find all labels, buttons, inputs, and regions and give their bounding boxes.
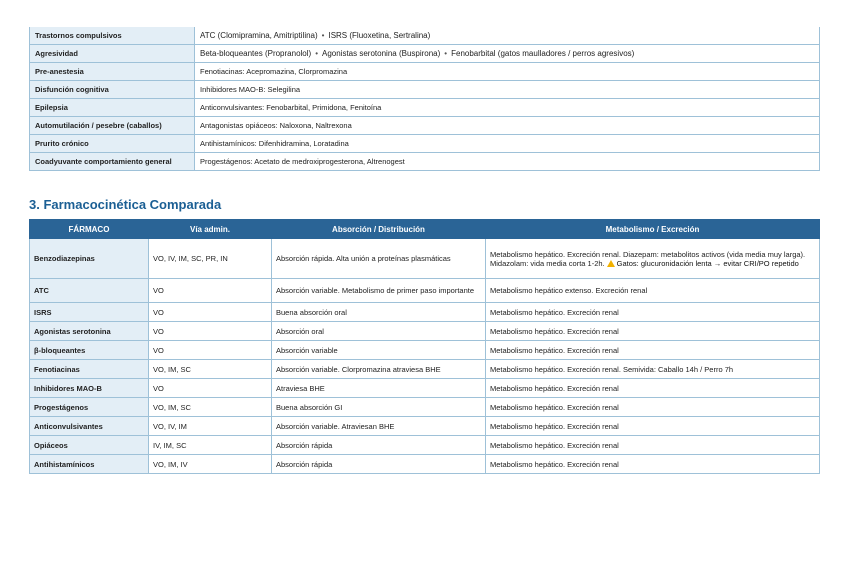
table-row bbox=[30, 455, 820, 474]
absorption: Absorción rápida bbox=[272, 436, 486, 455]
table-row bbox=[30, 153, 820, 171]
route: VO bbox=[149, 303, 272, 322]
indication-value: Beta-bloqueantes (Propranolol) • Agonistas serotonina (Buspirona) • Fenobarbital (gatos maulladores / perros agresivos) bbox=[195, 45, 820, 63]
absorption: Absorción variable. Metabolismo de primer paso importante bbox=[272, 279, 486, 303]
table-row bbox=[30, 81, 820, 99]
table-row bbox=[30, 379, 820, 398]
indication-label: Coadyuvante comportamiento general bbox=[30, 153, 195, 171]
absorption: Absorción variable. Atraviesan BHE bbox=[272, 417, 486, 436]
table-row bbox=[30, 436, 820, 455]
route: VO, IV, IM bbox=[149, 417, 272, 436]
drug-name: Agonistas serotonina bbox=[30, 322, 149, 341]
metabolism: Metabolismo hepático. Excreción renal. Semivida: Caballo 14h / Perro 7h bbox=[486, 360, 820, 379]
table-row bbox=[30, 303, 820, 322]
indication-value: Antihistamínicos: Difenhidramina, Loratadina bbox=[195, 135, 820, 153]
indication-value: Fenotiacinas: Acepromazina, Clorpromazina bbox=[195, 63, 820, 81]
metabolism: Metabolismo hepático. Excreción renal bbox=[486, 341, 820, 360]
header-drug: FÁRMACO bbox=[30, 220, 149, 239]
indication-value: Progestágenos: Acetato de medroxiprogesterona, Altrenogest bbox=[195, 153, 820, 171]
metabolism: Metabolismo hepático. Excreción renal bbox=[486, 436, 820, 455]
drug-name: Progestágenos bbox=[30, 398, 149, 417]
absorption: Absorción rápida. Alta unión a proteínas plasmáticas bbox=[272, 239, 486, 279]
table-header-row bbox=[30, 220, 820, 239]
drug-name: β-bloqueantes bbox=[30, 341, 149, 360]
table-row bbox=[30, 341, 820, 360]
document-page bbox=[29, 27, 820, 469]
metabolism: Metabolismo hepático. Excreción renal bbox=[486, 322, 820, 341]
section-title: 3. Farmacocinética Comparada bbox=[29, 197, 222, 212]
indication-label: Disfunción cognitiva bbox=[30, 81, 195, 99]
drug-name: Fenotiacinas bbox=[30, 360, 149, 379]
route: VO bbox=[149, 379, 272, 398]
absorption: Buena absorción GI bbox=[272, 398, 486, 417]
indication-value: Inhibidores MAO-B: Selegilina bbox=[195, 81, 820, 99]
table-row bbox=[30, 322, 820, 341]
indication-label: Epilepsia bbox=[30, 99, 195, 117]
metabolism: Metabolismo hepático. Excreción renal bbox=[486, 417, 820, 436]
table-row bbox=[30, 63, 820, 81]
table-row bbox=[30, 135, 820, 153]
absorption: Absorción oral bbox=[272, 322, 486, 341]
metabolism: Metabolismo hepático. Excreción renal bbox=[486, 379, 820, 398]
header-absorption: Absorción / Distribución bbox=[272, 220, 486, 239]
absorption: Absorción variable. Clorpromazina atraviesa BHE bbox=[272, 360, 486, 379]
drug-name: Antihistamínicos bbox=[30, 455, 149, 474]
table-row bbox=[30, 239, 820, 279]
metabolism: Metabolismo hepático. Excreción renal bbox=[486, 303, 820, 322]
table-row bbox=[30, 99, 820, 117]
header-metabolism: Metabolismo / Excreción bbox=[486, 220, 820, 239]
warning-icon bbox=[607, 260, 615, 267]
route: VO bbox=[149, 279, 272, 303]
table-row bbox=[30, 360, 820, 379]
drug-name: ATC bbox=[30, 279, 149, 303]
indication-value: ATC (Clomipramina, Amitriptilina) • ISRS (Fluoxetina, Sertralina) bbox=[195, 27, 820, 45]
absorption: Buena absorción oral bbox=[272, 303, 486, 322]
route: IV, IM, SC bbox=[149, 436, 272, 455]
table-row bbox=[30, 45, 820, 63]
indication-value: Anticonvulsivantes: Fenobarbital, Primidona, Fenitoína bbox=[195, 99, 820, 117]
table-row bbox=[30, 117, 820, 135]
drug-name: Opiáceos bbox=[30, 436, 149, 455]
table-row bbox=[30, 27, 820, 45]
drug-name: Benzodiazepinas bbox=[30, 239, 149, 279]
indications-table bbox=[29, 27, 820, 171]
metabolism: Metabolismo hepático. Excreción renal bbox=[486, 455, 820, 474]
indication-label: Automutilación / pesebre (caballos) bbox=[30, 117, 195, 135]
drug-name: Anticonvulsivantes bbox=[30, 417, 149, 436]
table-row bbox=[30, 279, 820, 303]
metabolism: Metabolismo hepático extenso. Excreción renal bbox=[486, 279, 820, 303]
route: VO bbox=[149, 341, 272, 360]
drug-name: ISRS bbox=[30, 303, 149, 322]
route: VO, IM, SC bbox=[149, 360, 272, 379]
absorption: Atraviesa BHE bbox=[272, 379, 486, 398]
header-route: Vía admin. bbox=[149, 220, 272, 239]
route: VO, IM, IV bbox=[149, 455, 272, 474]
drug-name: Inhibidores MAO-B bbox=[30, 379, 149, 398]
table-row bbox=[30, 417, 820, 436]
metabolism: Metabolismo hepático. Excreción renal bbox=[486, 398, 820, 417]
indication-value: Antagonistas opiáceos: Naloxona, Naltrexona bbox=[195, 117, 820, 135]
metabolism: Metabolismo hepático. Excreción renal. Diazepam: metabolitos activos (vida media muy larga). Midazolam: vida media corta 1-2h. Gatos: glucuronidación lenta → evitar CRI/PO repetido bbox=[486, 239, 820, 279]
absorption: Absorción rápida bbox=[272, 455, 486, 474]
route: VO, IV, IM, SC, PR, IN bbox=[149, 239, 272, 279]
absorption: Absorción variable bbox=[272, 341, 486, 360]
indication-label: Pre-anestesia bbox=[30, 63, 195, 81]
indication-label: Trastornos compulsivos bbox=[30, 27, 195, 45]
metabolism-note: Gatos: glucuronidación lenta → evitar CRI/PO repetido bbox=[616, 258, 799, 268]
route: VO, IM, SC bbox=[149, 398, 272, 417]
table-row bbox=[30, 398, 820, 417]
indication-label: Agresividad bbox=[30, 45, 195, 63]
route: VO bbox=[149, 322, 272, 341]
pharmacokinetics-table bbox=[29, 219, 820, 474]
indication-label: Prurito crónico bbox=[30, 135, 195, 153]
